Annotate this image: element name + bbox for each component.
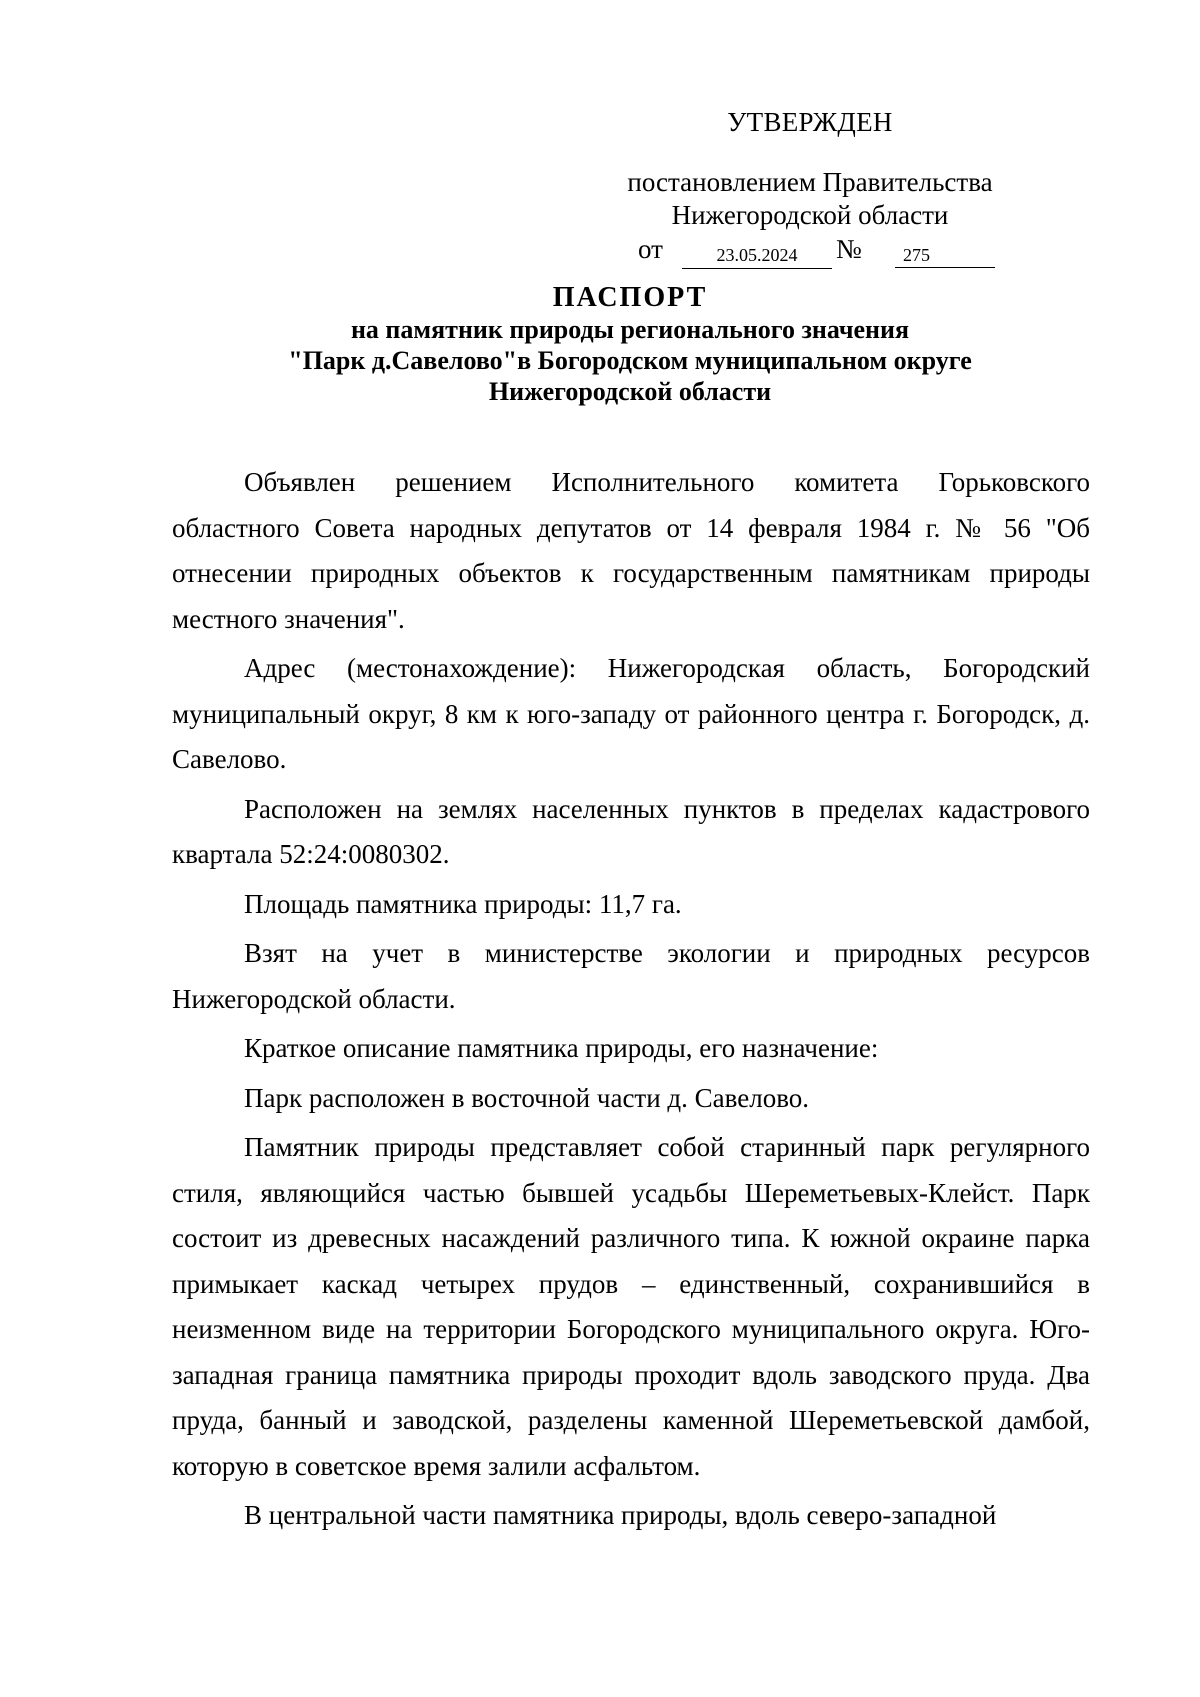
document-title: ПАСПОРТ	[552, 282, 708, 313]
heading-line-3: Нижегородской области	[488, 377, 772, 406]
decree-line-2: Нижегородской области	[671, 200, 949, 230]
paragraph-registration: Взят на учет в министерстве экологии и природных ресурсов Нижегородской области.	[172, 938, 1090, 1014]
paragraph-cadastral: Расположен на землях населенных пунктов в пределах кадастрового квартала 52:24:0080302.	[172, 793, 1090, 869]
paragraph-area: Площадь памятника природы: 11,7 га.	[244, 888, 682, 919]
decree-date-line	[600, 232, 1020, 272]
paragraph-location: Парк расположен в восточной части д. Савелово.	[244, 1082, 810, 1113]
decree-line-1: постановлением Правительства	[627, 167, 993, 197]
number-label: №	[836, 234, 862, 264]
decree-number-field: 275	[895, 244, 995, 268]
from-label: от	[638, 234, 663, 264]
heading-line-1: на памятник природы регионального значения	[350, 315, 910, 344]
paragraph-declaration: Объявлен решением Исполнительного комитета Горьковского областного Совета народных депутатов от 14 февраля 1984 г. № 56 "Об отнесении природных объектов к государственным памятникам природы местного значения".	[172, 467, 1090, 634]
paragraph-central-part: В центральной части памятника природы, вдоль северо-западной	[244, 1500, 997, 1530]
heading-line-2: "Парк д.Савелово"в Богородском муниципальном округе	[288, 346, 972, 375]
document-heading	[170, 282, 1090, 407]
paragraph-park-description: Памятник природы представляет собой старинный парк регулярного стиля, являющийся частью бывшей усадьбы Шереметьевых-Клейст. Парк состоит из древесных насаждений различного типа. К южной окраине парка примыкает каскад четырех прудов – единственный, сохранившийся в неизменном виде на территории Богородского муниципального округа. Юго-западная граница памятника природы проходит вдоль заводского пруда. Два пруда, банный и заводской, разделены каменной Шереметьевской дамбой, которую в советское время залили асфальтом.	[172, 1132, 1090, 1481]
approved-title: УТВЕРЖДЕН	[727, 107, 893, 137]
paragraph-description-heading: Краткое описание памятника природы, его назначение:	[244, 1033, 879, 1063]
paragraph-address: Адрес (местонахождение): Нижегородская область, Богородский муниципальный округ, 8 км к юго-западу от районного центра г. Богородск, д. Савелово.	[172, 653, 1090, 774]
document-body	[172, 460, 1090, 1543]
decree-date-field: 23.05.2024	[682, 244, 832, 269]
